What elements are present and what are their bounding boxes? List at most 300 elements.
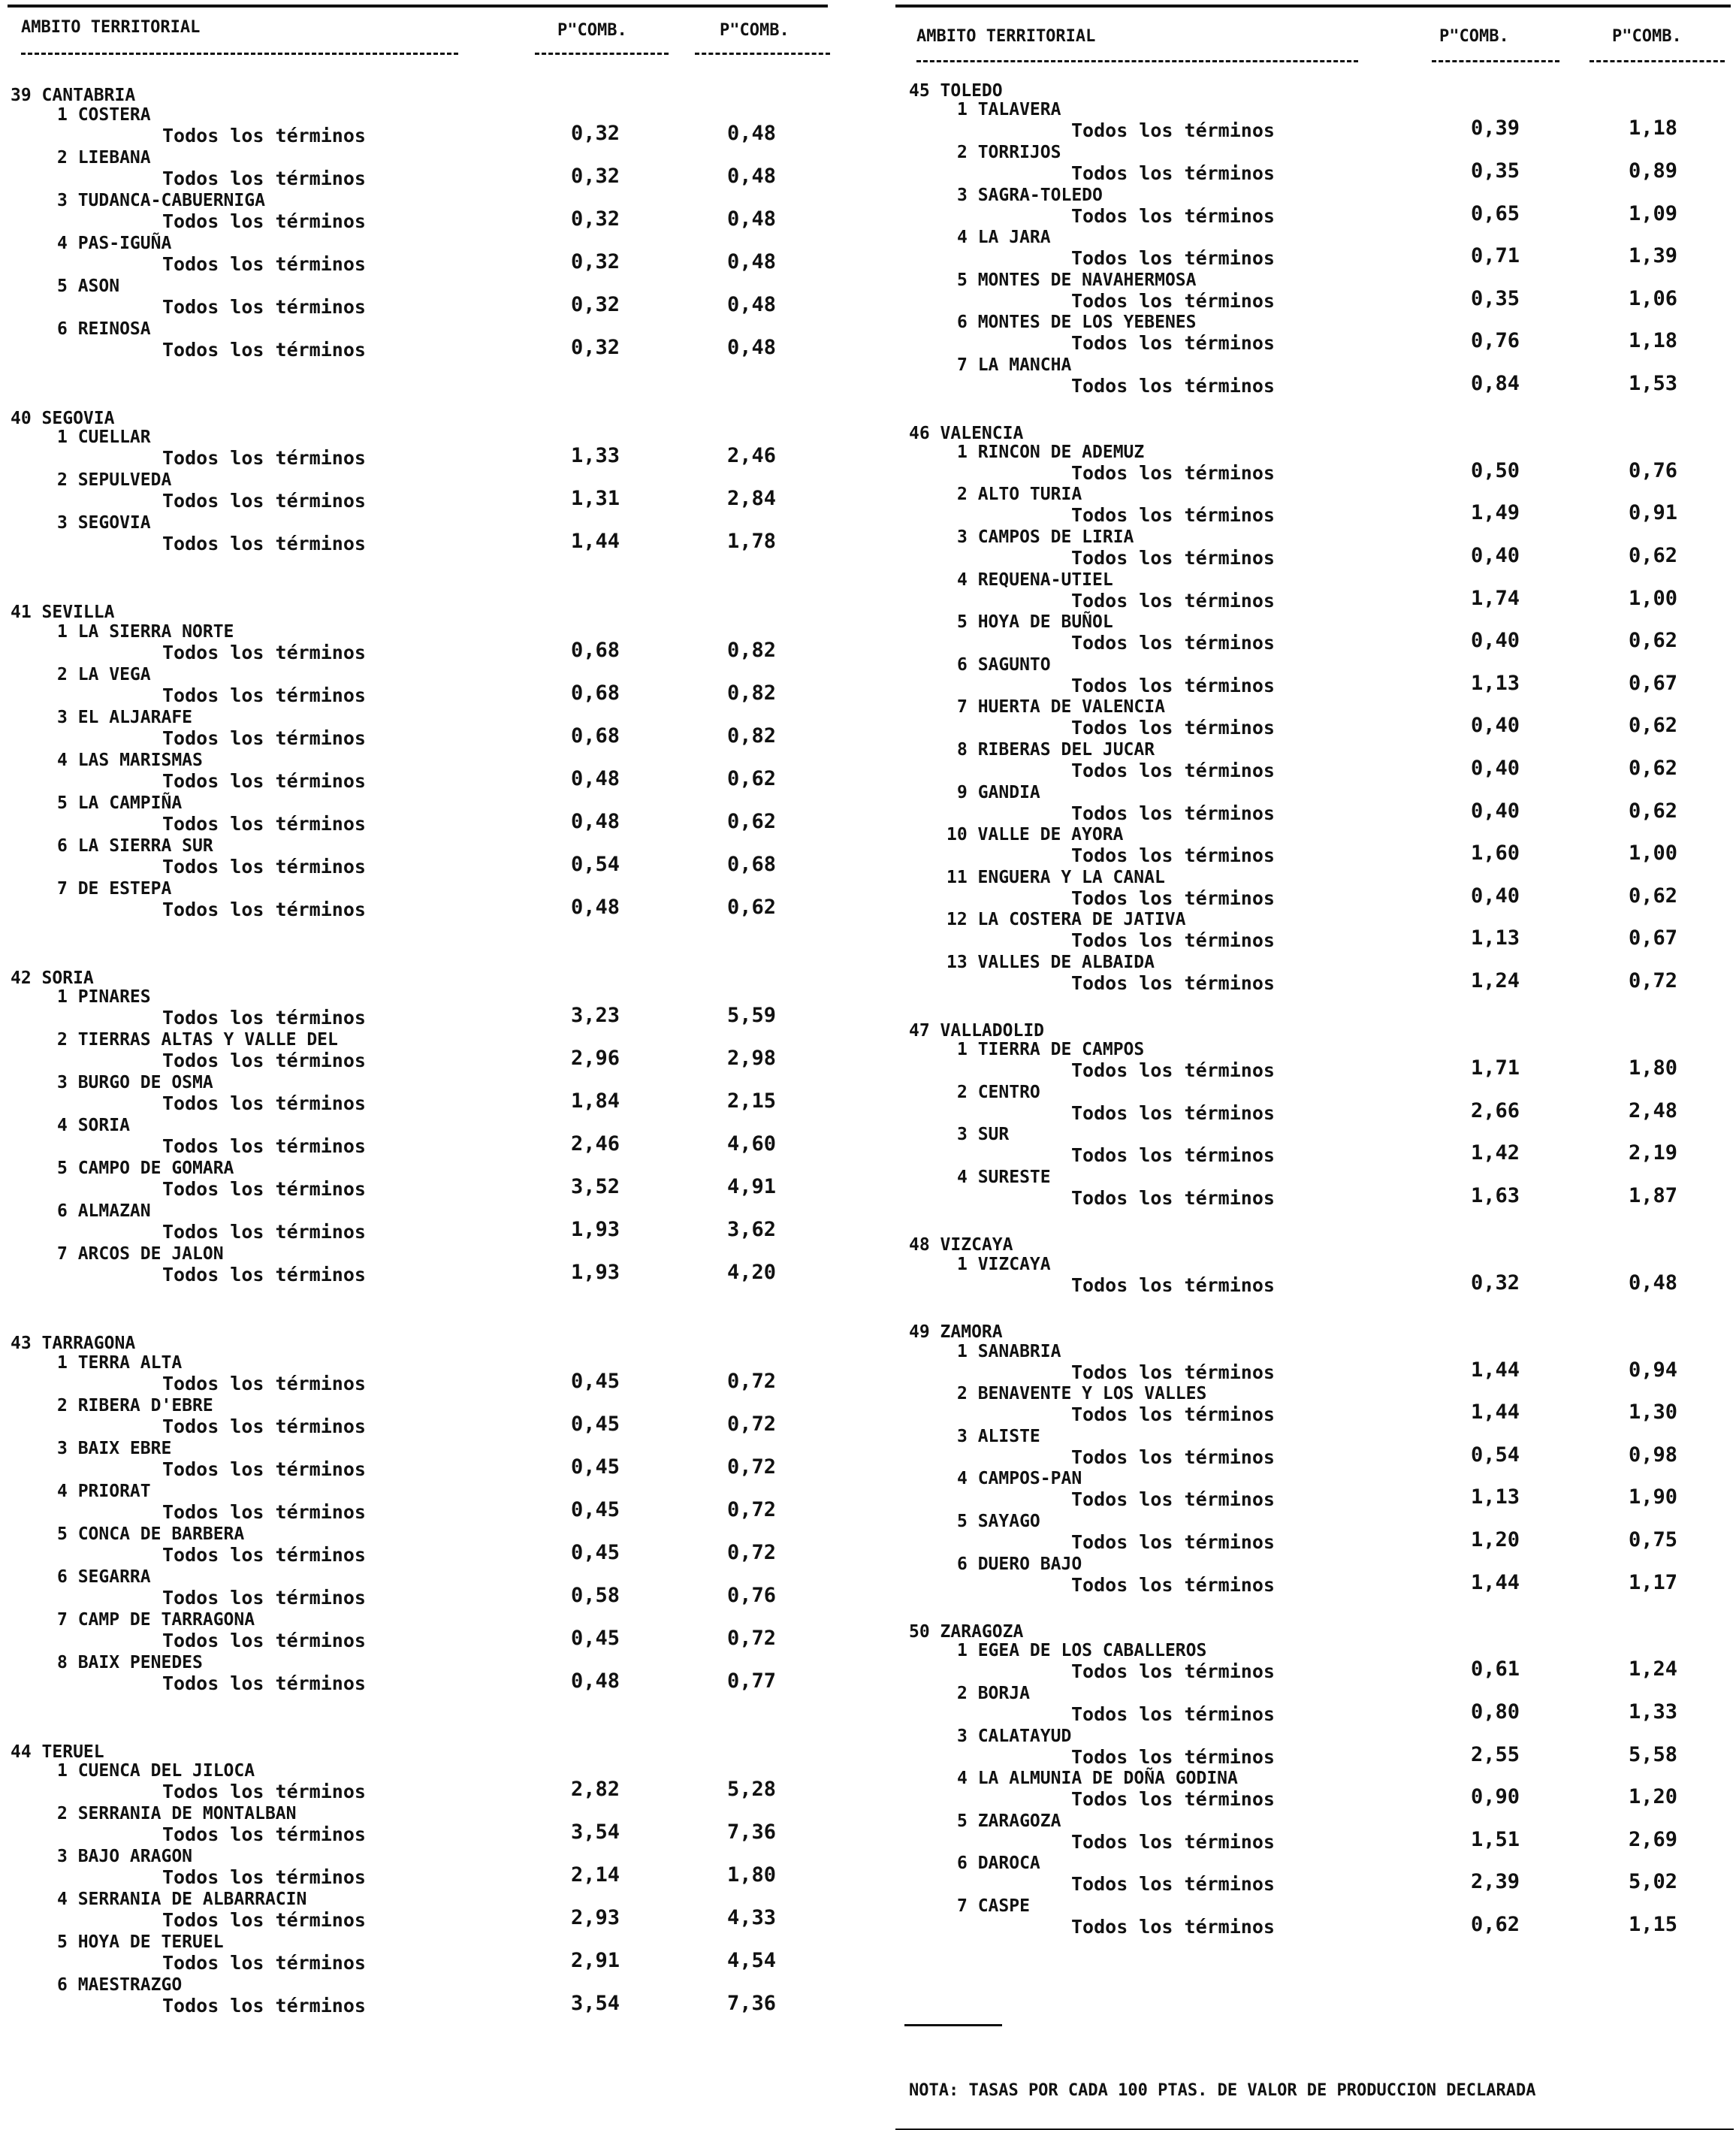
todos-los-terminos-label: Todos los términos <box>1071 1916 1275 1938</box>
pcomb-value-1: 0,80 <box>1471 1700 1520 1724</box>
zone-name: 6 DAROCA <box>957 1854 1040 1874</box>
todos-los-terminos-label: Todos los términos <box>1071 1873 1275 1896</box>
zone-name: 7 CAMP DE TARRAGONA <box>57 1609 255 1630</box>
pcomb-value-1: 1,44 <box>1471 1570 1520 1594</box>
pcomb-value-2: 0,48 <box>1629 1270 1678 1295</box>
pcomb-value-1: 2,55 <box>1471 1742 1520 1766</box>
zone-name: 3 BAJO ARAGON <box>57 1847 193 1866</box>
pcomb-value-1: 0,68 <box>571 681 620 705</box>
province-title: 47 VALLADOLID <box>909 1020 1045 1041</box>
province-title: 40 SEGOVIA <box>11 408 115 428</box>
zone-name: 7 HUERTA DE VALENCIA <box>957 697 1165 718</box>
todos-los-terminos-label: Todos los términos <box>1071 204 1275 227</box>
top-rule <box>895 5 1731 8</box>
pcomb-value-2: 0,72 <box>727 1369 777 1393</box>
pcomb-value-2: 0,67 <box>1629 671 1678 695</box>
pcomb-value-1: 0,84 <box>1471 371 1520 395</box>
header-dash-3 <box>695 53 830 55</box>
pcomb-value-1: 0,48 <box>571 766 620 790</box>
todos-los-terminos-label: Todos los términos <box>1071 972 1275 994</box>
pcomb-value-2: 0,72 <box>727 1626 777 1650</box>
todos-los-terminos-label: Todos los términos <box>1071 504 1275 527</box>
todos-los-terminos-label: Todos los términos <box>1071 247 1275 270</box>
todos-los-terminos-label: Todos los términos <box>162 167 366 189</box>
todos-los-terminos-label: Todos los términos <box>1071 1788 1275 1811</box>
header-dash-1 <box>21 53 458 55</box>
todos-los-terminos-label: Todos los términos <box>1071 547 1275 569</box>
todos-los-terminos-label: Todos los términos <box>162 641 366 663</box>
todos-los-terminos-label: Todos los términos <box>1071 1101 1275 1124</box>
todos-los-terminos-label: Todos los términos <box>162 898 366 920</box>
todos-los-terminos-label: Todos los términos <box>1071 1446 1275 1468</box>
province-title: 41 SEVILLA <box>11 603 115 622</box>
pcomb-value-2: 4,20 <box>727 1261 777 1284</box>
zone-name: 3 CALATAYUD <box>957 1726 1072 1746</box>
pcomb-value-1: 1,63 <box>1471 1183 1520 1207</box>
pcomb-value-1: 0,45 <box>571 1626 620 1650</box>
pcomb-value-2: 2,48 <box>1629 1098 1678 1122</box>
zone-name: 7 CASPE <box>957 1896 1030 1916</box>
zone-name: 1 EGEA DE LOS CABALLEROS <box>957 1641 1207 1661</box>
pcomb-value-1: 0,48 <box>571 895 620 919</box>
pcomb-value-1: 0,48 <box>571 1669 620 1693</box>
todos-los-terminos-label: Todos los términos <box>162 1629 366 1651</box>
pcomb-value-1: 0,71 <box>1471 244 1520 268</box>
pcomb-value-1: 1,44 <box>1471 1400 1520 1425</box>
zone-name: 2 ALTO TURIA <box>957 485 1082 505</box>
zone-name: 1 VIZCAYA <box>957 1254 1051 1274</box>
pcomb-value-2: 0,68 <box>727 852 777 876</box>
zone-name: 3 CAMPOS DE LIRIA <box>957 527 1134 547</box>
pcomb-value-2: 0,48 <box>727 249 777 273</box>
zone-name: 4 SURESTE <box>957 1167 1051 1187</box>
pcomb-value-1: 1,13 <box>1471 1485 1520 1509</box>
todos-los-terminos-label: Todos los términos <box>1071 844 1275 867</box>
todos-los-terminos-label: Todos los términos <box>162 1672 366 1694</box>
pcomb-value-2: 2,46 <box>727 444 777 467</box>
pcomb-value-2: 1,09 <box>1629 201 1678 225</box>
pcomb-value-2: 0,89 <box>1629 159 1678 183</box>
pcomb-value-2: 2,69 <box>1629 1827 1678 1851</box>
zone-name: 2 BENAVENTE Y LOS VALLES <box>957 1384 1207 1404</box>
pcomb-value-1: 1,44 <box>571 530 620 553</box>
todos-los-terminos-label: Todos los términos <box>1071 674 1275 696</box>
pcomb-value-2: 1,24 <box>1629 1657 1678 1681</box>
todos-los-terminos-label: Todos los términos <box>1071 119 1275 142</box>
zone-name: 12 LA COSTERA DE JATIVA <box>946 910 1186 930</box>
zone-name: 2 BORJA <box>957 1684 1030 1703</box>
pcomb-value-1: 2,39 <box>1471 1870 1520 1894</box>
pcomb-value-1: 2,66 <box>1471 1098 1520 1122</box>
pcomb-value-2: 1,18 <box>1629 329 1678 353</box>
pcomb-value-2: 5,02 <box>1629 1870 1678 1894</box>
pcomb-value-2: 0,48 <box>727 164 777 188</box>
todos-los-terminos-label: Todos los términos <box>1071 1530 1275 1553</box>
zone-name: 5 HOYA DE TERUEL <box>57 1932 224 1952</box>
pcomb-value-1: 3,52 <box>571 1175 620 1198</box>
pcomb-value-2: 0,48 <box>727 335 777 359</box>
pcomb-value-1: 1,13 <box>1471 926 1520 950</box>
pcomb-value-2: 0,82 <box>727 724 777 748</box>
pcomb-value-1: 2,93 <box>571 1906 620 1929</box>
nota-rule <box>904 2024 1002 2026</box>
todos-los-terminos-label: Todos los términos <box>162 1586 366 1609</box>
pcomb-value-1: 0,45 <box>571 1369 620 1393</box>
zone-name: 6 ALMAZAN <box>57 1201 151 1221</box>
todos-los-terminos-label: Todos los términos <box>162 727 366 749</box>
pcomb-value-2: 1,90 <box>1629 1485 1678 1509</box>
todos-los-terminos-label: Todos los términos <box>1071 802 1275 824</box>
todos-los-terminos-label: Todos los términos <box>162 855 366 878</box>
pcomb-value-1: 1,60 <box>1471 841 1520 866</box>
pcomb-value-1: 2,91 <box>571 1949 620 1972</box>
pcomb-value-2: 1,30 <box>1629 1400 1678 1425</box>
pcomb-value-2: 1,80 <box>1629 1056 1678 1080</box>
pcomb-value-1: 0,39 <box>1471 116 1520 140</box>
pcomb-value-2: 1,15 <box>1629 1913 1678 1936</box>
zone-name: 2 LA VEGA <box>57 664 151 684</box>
header-pcomb-1: P"COMB. <box>1439 27 1509 46</box>
top-rule <box>8 5 828 8</box>
pcomb-value-2: 0,48 <box>727 121 777 145</box>
zone-name: 4 LA JARA <box>957 228 1051 248</box>
zone-name: 6 SEGARRA <box>57 1567 151 1587</box>
todos-los-terminos-label: Todos los términos <box>1071 332 1275 355</box>
pcomb-value-1: 0,61 <box>1471 1657 1520 1681</box>
pcomb-value-2: 2,84 <box>727 487 777 510</box>
pcomb-value-1: 1,84 <box>571 1089 620 1113</box>
zone-name: 1 TERRA ALTA <box>57 1352 183 1373</box>
pcomb-value-2: 0,62 <box>1629 757 1678 780</box>
pcomb-value-2: 1,78 <box>727 530 777 553</box>
pcomb-value-1: 0,50 <box>1471 458 1520 482</box>
pcomb-value-2: 0,98 <box>1629 1443 1678 1467</box>
pcomb-value-1: 3,54 <box>571 1992 620 2015</box>
zone-name: 4 SORIA <box>57 1116 130 1135</box>
zone-name: 1 SANABRIA <box>957 1341 1061 1361</box>
pcomb-value-1: 1,42 <box>1471 1141 1520 1165</box>
zone-name: 10 VALLE DE AYORA <box>946 825 1124 845</box>
pcomb-value-1: 0,45 <box>571 1412 620 1436</box>
zone-name: 3 BAIX EBRE <box>57 1438 172 1458</box>
zone-name: 2 CENTRO <box>957 1082 1040 1102</box>
pcomb-value-1: 1,44 <box>1471 1358 1520 1382</box>
pcomb-value-1: 0,62 <box>1471 1913 1520 1936</box>
todos-los-terminos-label: Todos los términos <box>162 1178 366 1200</box>
pcomb-value-1: 0,45 <box>571 1540 620 1564</box>
pcomb-value-1: 2,82 <box>571 1778 620 1801</box>
pcomb-value-2: 2,98 <box>727 1047 777 1070</box>
todos-los-terminos-label: Todos los términos <box>162 1995 366 2017</box>
zone-name: 4 LA ALMUNIA DE DOÑA GODINA <box>957 1769 1238 1789</box>
zone-name: 2 RIBERA D'EBRE <box>57 1395 213 1415</box>
zone-name: 5 CAMPO DE GOMARA <box>57 1159 234 1178</box>
header-pcomb-1: P"COMB. <box>557 21 627 40</box>
pcomb-value-1: 0,40 <box>1471 757 1520 780</box>
pcomb-value-2: 7,36 <box>727 1992 777 2015</box>
pcomb-value-2: 0,72 <box>727 1540 777 1564</box>
todos-los-terminos-label: Todos los términos <box>1071 1488 1275 1511</box>
pcomb-value-1: 0,45 <box>571 1497 620 1521</box>
zone-name: 5 ZARAGOZA <box>957 1811 1061 1831</box>
pcomb-value-2: 5,28 <box>727 1778 777 1801</box>
zone-name: 9 GANDIA <box>957 782 1040 802</box>
pcomb-value-1: 1,71 <box>1471 1056 1520 1080</box>
province-title: 49 ZAMORA <box>909 1322 1003 1343</box>
todos-los-terminos-label: Todos los términos <box>1071 289 1275 312</box>
pcomb-value-1: 0,76 <box>1471 329 1520 353</box>
zone-name: 1 RINCON DE ADEMUZ <box>957 442 1145 462</box>
pcomb-value-1: 0,90 <box>1471 1785 1520 1809</box>
zone-name: 4 CAMPOS-PAN <box>957 1469 1082 1489</box>
zone-name: 5 HOYA DE BUÑOL <box>957 612 1113 633</box>
todos-los-terminos-label: Todos los términos <box>162 533 366 554</box>
pcomb-value-2: 0,72 <box>727 1455 777 1479</box>
todos-los-terminos-label: Todos los términos <box>162 1781 366 1802</box>
zone-name: 6 MONTES DE LOS YEBENES <box>957 313 1197 333</box>
pcomb-value-1: 0,32 <box>571 249 620 273</box>
todos-los-terminos-label: Todos los términos <box>1071 632 1275 654</box>
todos-los-terminos-label: Todos los términos <box>162 812 366 835</box>
zone-name: 3 SEGOVIA <box>57 513 151 533</box>
pcomb-value-2: 5,59 <box>727 1004 777 1027</box>
todos-los-terminos-label: Todos los términos <box>1071 1660 1275 1683</box>
pcomb-value-2: 0,76 <box>727 1583 777 1607</box>
province-title: 48 VIZCAYA <box>909 1235 1013 1255</box>
pcomb-value-1: 0,45 <box>571 1455 620 1479</box>
nota-text: NOTA: TASAS POR CADA 100 PTAS. DE VALOR DE PRODUCCION DECLARADA <box>909 2081 1536 2100</box>
pcomb-value-1: 0,68 <box>571 638 620 662</box>
zone-name: 6 LA SIERRA SUR <box>57 835 213 856</box>
zone-name: 3 EL ALJARAFE <box>57 707 193 727</box>
todos-los-terminos-label: Todos los términos <box>1071 929 1275 952</box>
zone-name: 5 CONCA DE BARBERA <box>57 1524 245 1544</box>
zone-name: 4 PRIORAT <box>57 1481 151 1501</box>
zone-name: 5 ASON <box>57 276 120 296</box>
pcomb-value-2: 1,39 <box>1629 244 1678 268</box>
pcomb-value-1: 2,14 <box>571 1863 620 1887</box>
pcomb-value-1: 0,32 <box>1471 1270 1520 1295</box>
pcomb-value-2: 1,87 <box>1629 1183 1678 1207</box>
pcomb-value-2: 0,62 <box>1629 629 1678 653</box>
zone-name: 1 LA SIERRA NORTE <box>57 621 234 642</box>
pcomb-value-2: 2,19 <box>1629 1141 1678 1165</box>
todos-los-terminos-label: Todos los términos <box>1071 461 1275 484</box>
todos-los-terminos-label: Todos los términos <box>162 684 366 706</box>
zone-name: 2 TIERRAS ALTAS Y VALLE DEL <box>57 1030 338 1050</box>
pcomb-value-2: 1,00 <box>1629 841 1678 866</box>
todos-los-terminos-label: Todos los términos <box>1071 1361 1275 1383</box>
todos-los-terminos-label: Todos los términos <box>1071 887 1275 909</box>
pcomb-value-1: 1,49 <box>1471 501 1520 525</box>
pcomb-value-2: 4,33 <box>727 1906 777 1929</box>
zone-name: 1 TIERRA DE CAMPOS <box>957 1039 1145 1059</box>
pcomb-value-1: 1,33 <box>571 444 620 467</box>
pcomb-value-1: 0,48 <box>571 809 620 833</box>
zone-name: 11 ENGUERA Y LA CANAL <box>946 867 1165 887</box>
todos-los-terminos-label: Todos los términos <box>162 1415 366 1437</box>
zone-name: 6 DUERO BAJO <box>957 1554 1082 1574</box>
pcomb-value-1: 1,31 <box>571 487 620 510</box>
pcomb-value-2: 4,54 <box>727 1949 777 1972</box>
province-title: 50 ZARAGOZA <box>909 1622 1024 1642</box>
todos-los-terminos-label: Todos los términos <box>162 1909 366 1931</box>
todos-los-terminos-label: Todos los términos <box>162 295 366 318</box>
todos-los-terminos-label: Todos los términos <box>162 1135 366 1157</box>
pcomb-value-1: 0,54 <box>1471 1443 1520 1467</box>
pcomb-value-2: 1,53 <box>1629 371 1678 395</box>
header-ambito: AMBITO TERRITORIAL <box>21 18 201 37</box>
zone-name: 1 TALAVERA <box>957 100 1061 120</box>
pcomb-value-2: 0,48 <box>727 207 777 231</box>
pcomb-value-2: 1,00 <box>1629 586 1678 610</box>
zone-name: 8 RIBERAS DEL JUCAR <box>957 740 1155 760</box>
zone-name: 4 PAS-IGUÑA <box>57 233 172 253</box>
todos-los-terminos-label: Todos los términos <box>162 1050 366 1071</box>
todos-los-terminos-label: Todos los términos <box>1071 1273 1275 1296</box>
zone-name: 7 ARCOS DE JALON <box>57 1244 224 1264</box>
todos-los-terminos-label: Todos los términos <box>1071 717 1275 739</box>
pcomb-value-2: 0,82 <box>727 681 777 705</box>
pcomb-value-1: 0,40 <box>1471 714 1520 738</box>
pcomb-value-2: 0,62 <box>727 895 777 919</box>
todos-los-terminos-label: Todos los términos <box>1071 1059 1275 1081</box>
zone-name: 7 LA MANCHA <box>957 355 1072 375</box>
pcomb-value-1: 0,32 <box>571 335 620 359</box>
todos-los-terminos-label: Todos los términos <box>162 447 366 469</box>
pcomb-value-2: 0,62 <box>1629 544 1678 567</box>
zone-name: 3 ALISTE <box>957 1426 1040 1446</box>
zone-name: 2 TORRIJOS <box>957 142 1061 162</box>
zone-name: 1 COSTERA <box>57 104 151 125</box>
todos-los-terminos-label: Todos los términos <box>162 338 366 361</box>
zone-name: 5 LA CAMPIÑA <box>57 793 183 813</box>
pcomb-value-2: 0,62 <box>727 809 777 833</box>
pcomb-value-1: 0,40 <box>1471 544 1520 567</box>
pcomb-value-2: 1,18 <box>1629 116 1678 140</box>
pcomb-value-2: 0,48 <box>727 292 777 316</box>
province-title: 44 TERUEL <box>11 1742 104 1762</box>
pcomb-value-1: 0,54 <box>571 852 620 876</box>
pcomb-value-1: 1,74 <box>1471 586 1520 610</box>
header-dash-1 <box>916 60 1358 62</box>
pcomb-value-1: 3,54 <box>571 1820 620 1844</box>
zone-name: 13 VALLES DE ALBAIDA <box>946 953 1155 972</box>
pcomb-value-1: 1,13 <box>1471 671 1520 695</box>
todos-los-terminos-label: Todos los términos <box>1071 589 1275 612</box>
zone-name: 2 LIEBANA <box>57 147 151 168</box>
todos-los-terminos-label: Todos los términos <box>1071 760 1275 781</box>
zone-name: 2 SEPULVEDA <box>57 470 172 490</box>
todos-los-terminos-label: Todos los términos <box>162 1866 366 1888</box>
province-title: 43 TARRAGONA <box>11 1334 136 1353</box>
pcomb-value-2: 0,94 <box>1629 1358 1678 1382</box>
pcomb-value-2: 7,36 <box>727 1820 777 1844</box>
todos-los-terminos-label: Todos los términos <box>162 1952 366 1974</box>
pcomb-value-2: 1,17 <box>1629 1570 1678 1594</box>
zone-name: 1 PINARES <box>57 987 151 1007</box>
province-title: 39 CANTABRIA <box>11 86 136 105</box>
todos-los-terminos-label: Todos los términos <box>1071 1144 1275 1167</box>
pcomb-value-1: 0,40 <box>1471 629 1520 653</box>
todos-los-terminos-label: Todos los términos <box>162 210 366 232</box>
zone-name: 1 CUELLAR <box>57 428 151 447</box>
province-title: 42 SORIA <box>11 968 94 988</box>
todos-los-terminos-label: Todos los términos <box>162 1007 366 1029</box>
todos-los-terminos-label: Todos los términos <box>162 252 366 275</box>
todos-los-terminos-label: Todos los términos <box>162 1264 366 1286</box>
pcomb-value-2: 1,33 <box>1629 1700 1678 1724</box>
pcomb-value-1: 0,68 <box>571 724 620 748</box>
todos-los-terminos-label: Todos los términos <box>162 1372 366 1394</box>
pcomb-value-2: 0,62 <box>1629 884 1678 908</box>
zone-name: 3 BURGO DE OSMA <box>57 1073 213 1092</box>
pcomb-value-1: 1,93 <box>571 1261 620 1284</box>
pcomb-value-2: 3,62 <box>727 1218 777 1241</box>
pcomb-value-1: 1,51 <box>1471 1827 1520 1851</box>
header-pcomb-2: P"COMB. <box>720 21 790 40</box>
todos-los-terminos-label: Todos los términos <box>1071 1573 1275 1596</box>
header-dash-2 <box>535 53 669 55</box>
pcomb-value-1: 0,32 <box>571 121 620 145</box>
pcomb-value-1: 0,35 <box>1471 159 1520 183</box>
pcomb-value-2: 0,82 <box>727 638 777 662</box>
pcomb-value-2: 0,62 <box>1629 799 1678 823</box>
header-dash-2 <box>1432 60 1559 62</box>
todos-los-terminos-label: Todos los términos <box>162 1221 366 1243</box>
todos-los-terminos-label: Todos los términos <box>162 769 366 792</box>
pcomb-value-2: 0,72 <box>727 1412 777 1436</box>
todos-los-terminos-label: Todos los términos <box>1071 1703 1275 1725</box>
todos-los-terminos-label: Todos los términos <box>1071 374 1275 397</box>
pcomb-value-2: 0,77 <box>727 1669 777 1693</box>
todos-los-terminos-label: Todos los términos <box>1071 162 1275 184</box>
zone-name: 1 CUENCA DEL JILOCA <box>57 1761 255 1781</box>
pcomb-value-1: 3,23 <box>571 1004 620 1027</box>
todos-los-terminos-label: Todos los términos <box>162 1458 366 1480</box>
pcomb-value-1: 2,46 <box>571 1132 620 1156</box>
pcomb-value-2: 2,15 <box>727 1089 777 1113</box>
pcomb-value-2: 5,58 <box>1629 1742 1678 1766</box>
zone-name: 6 SAGUNTO <box>957 654 1051 675</box>
header-ambito: AMBITO TERRITORIAL <box>916 27 1096 46</box>
province-title: 46 VALENCIA <box>909 423 1024 443</box>
zone-name: 4 LAS MARISMAS <box>57 750 203 770</box>
zone-name: 2 SERRANIA DE MONTALBAN <box>57 1804 297 1823</box>
todos-los-terminos-label: Todos los términos <box>162 1823 366 1845</box>
pcomb-value-1: 0,65 <box>1471 201 1520 225</box>
todos-los-terminos-label: Todos los términos <box>162 1092 366 1114</box>
pcomb-value-1: 0,35 <box>1471 286 1520 310</box>
pcomb-value-2: 1,80 <box>727 1863 777 1887</box>
todos-los-terminos-label: Todos los términos <box>162 1500 366 1523</box>
todos-los-terminos-label: Todos los términos <box>1071 1403 1275 1426</box>
pcomb-value-2: 0,72 <box>727 1497 777 1521</box>
pcomb-value-1: 1,93 <box>571 1218 620 1241</box>
pcomb-value-1: 1,24 <box>1471 969 1520 992</box>
pcomb-value-2: 0,76 <box>1629 458 1678 482</box>
pcomb-value-2: 1,06 <box>1629 286 1678 310</box>
pcomb-value-1: 0,32 <box>571 207 620 231</box>
todos-los-terminos-label: Todos los términos <box>1071 1830 1275 1853</box>
zone-name: 8 BAIX PENEDES <box>57 1652 203 1672</box>
pcomb-value-2: 0,72 <box>1629 969 1678 992</box>
zone-name: 3 TUDANCA-CABUERNIGA <box>57 190 265 210</box>
todos-los-terminos-label: Todos los términos <box>162 1543 366 1566</box>
pcomb-value-1: 2,96 <box>571 1047 620 1070</box>
todos-los-terminos-label: Todos los términos <box>1071 1186 1275 1209</box>
header-dash-3 <box>1590 60 1725 62</box>
